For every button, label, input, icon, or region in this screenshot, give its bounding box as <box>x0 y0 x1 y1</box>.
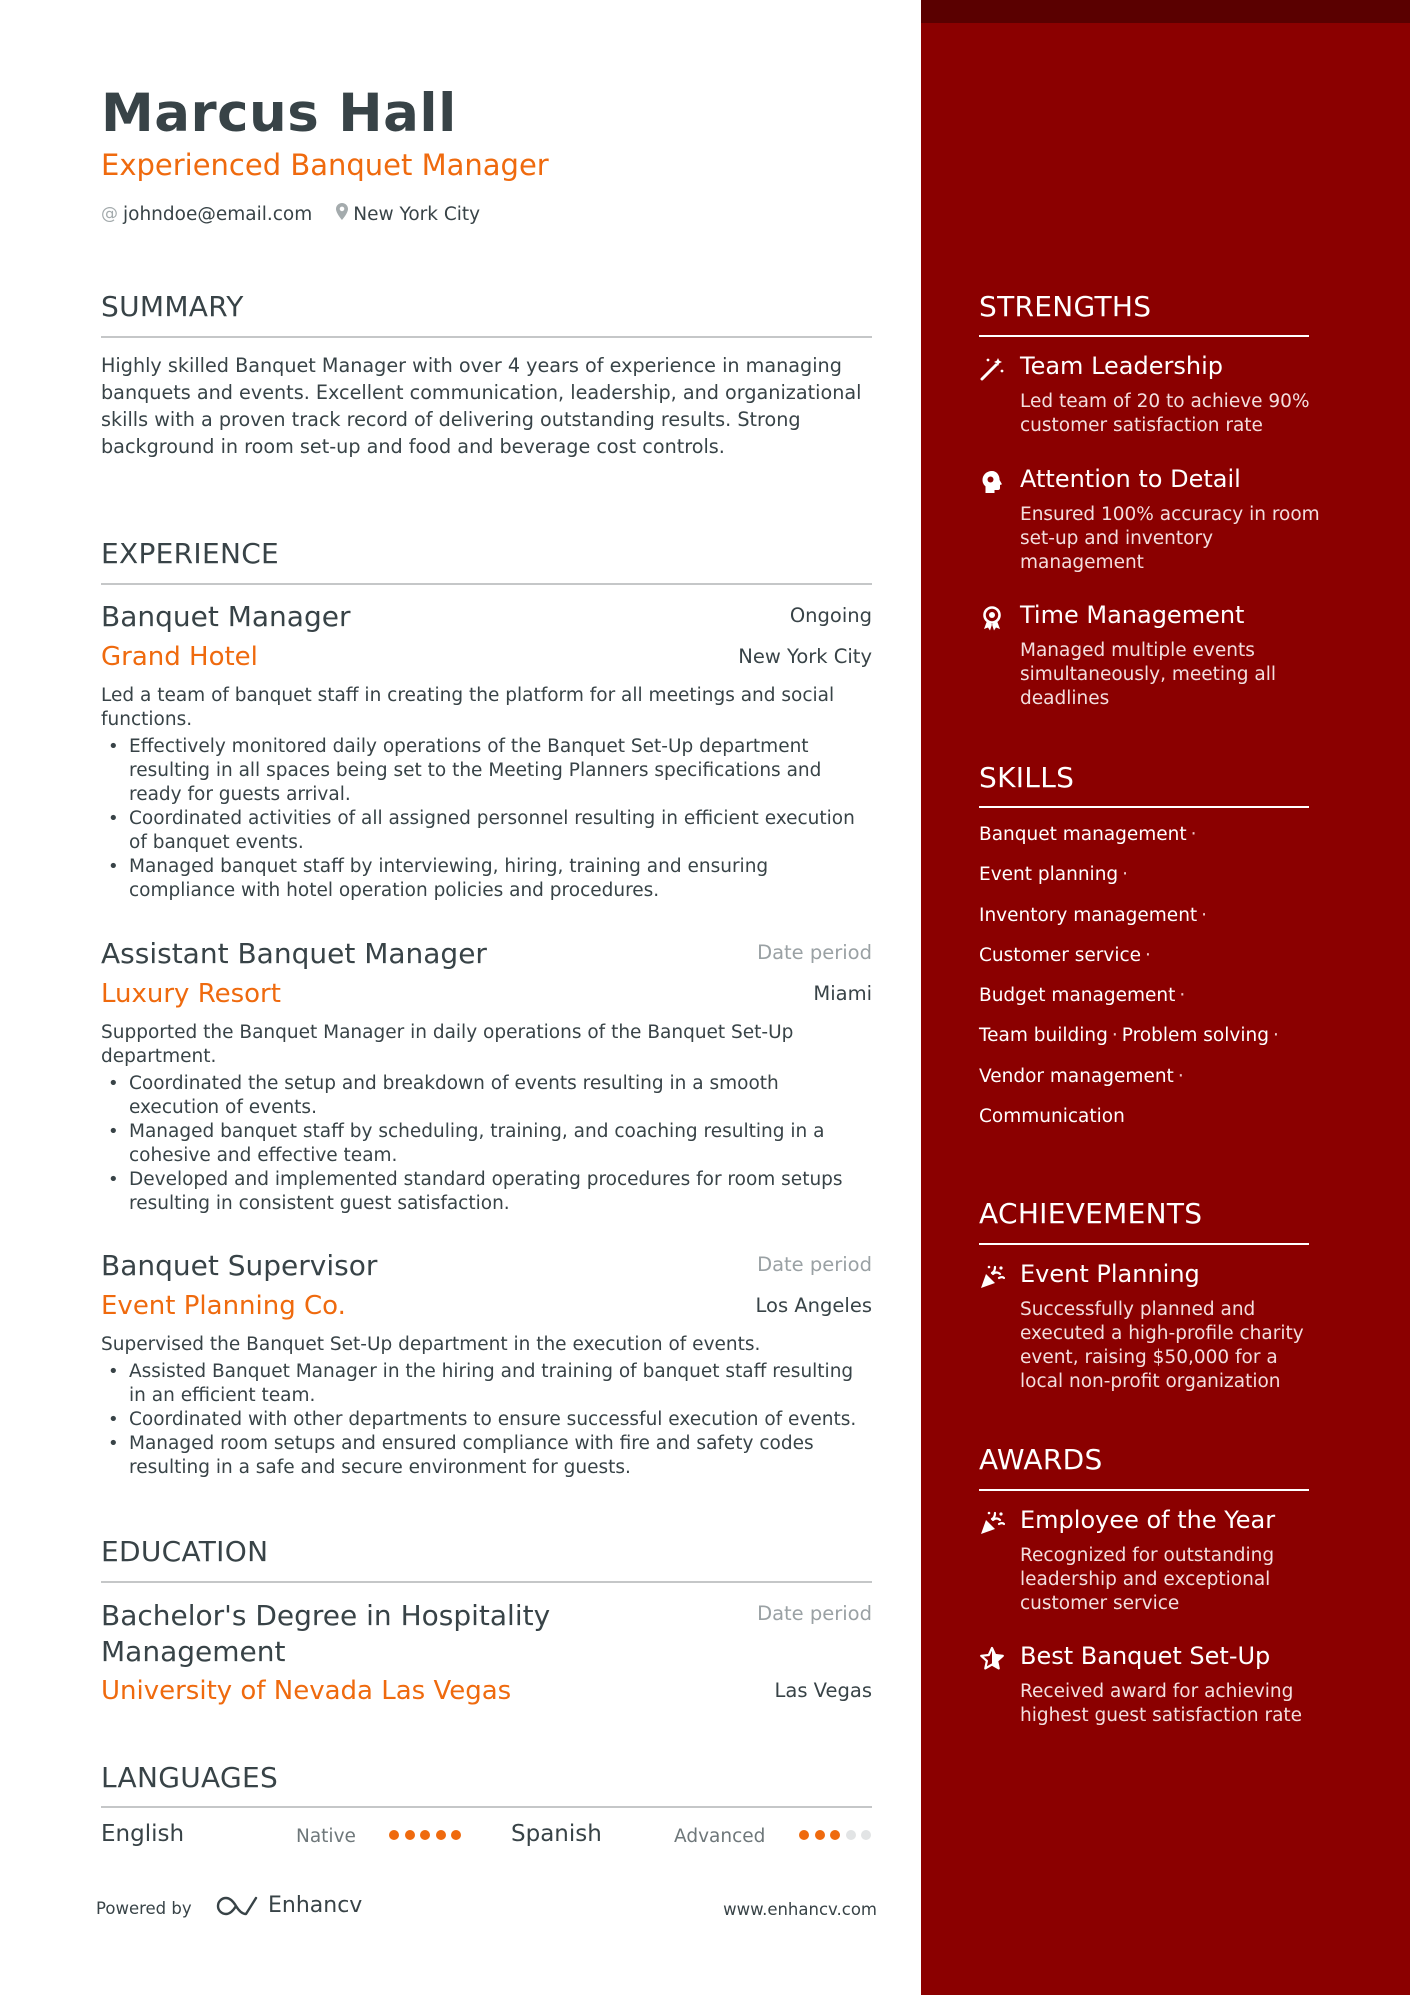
at-sign-icon: @ <box>101 204 118 224</box>
skill-separator: · <box>1177 1065 1184 1087</box>
strength-desc: Managed multiple events simultaneously, meeting all deadlines <box>1020 640 1277 709</box>
language-rating <box>799 1830 877 1840</box>
education-entry <box>101 1598 872 1716</box>
job-location: New York City <box>738 645 872 668</box>
skill-separator: · <box>1111 1025 1118 1047</box>
achievement-title: Event Planning <box>1020 1260 1200 1288</box>
rating-dot-filled <box>799 1830 809 1840</box>
language-name: English <box>101 1821 185 1847</box>
experience-entry <box>101 937 872 1216</box>
job-bullet: • Assisted Banquet Manager in the hiring and training of banquet staff resulting in an efficient team. <box>101 1360 872 1408</box>
skill-tag: Problem solving <box>1121 1025 1269 1047</box>
enhancv-logo-icon <box>214 1894 262 1918</box>
skill-tag: Banquet management <box>979 824 1187 845</box>
language-level: Native <box>296 1826 356 1847</box>
school-location: Las Vegas <box>774 1679 872 1702</box>
awards-divider <box>979 1489 1309 1491</box>
rating-dot-filled <box>830 1830 840 1840</box>
skill-line <box>979 1105 1319 1145</box>
education-divider <box>101 1581 872 1583</box>
job-bullet: • Coordinated activities of all assigned personnel resulting in efficient execution of banquet events. <box>101 807 872 855</box>
powered-by-text: Powered by <box>96 1899 192 1918</box>
achievement-desc: Successfully planned and executed a high-profile charity event, raising $50,000 for a local non-profit organization <box>1020 1299 1304 1392</box>
skills-divider <box>979 806 1309 808</box>
summary-divider <box>101 336 872 338</box>
enhancv-logo[interactable] <box>214 1893 362 1918</box>
contact-location <box>336 203 480 225</box>
location-text: New York City <box>353 203 481 225</box>
job-location: Miami <box>813 982 872 1005</box>
education-title: EDUCATION <box>101 1535 269 1568</box>
sidebar-top-strip <box>921 0 1410 23</box>
strength-title: Attention to Detail <box>1020 465 1241 493</box>
skill-line <box>979 944 1319 984</box>
skill-separator: · <box>1122 864 1129 886</box>
skill-separator: · <box>1190 824 1197 845</box>
school-name: University of Nevada Las Vegas <box>101 1676 512 1706</box>
strength-desc: Ensured 100% accuracy in room set-up and inventory management <box>1020 504 1320 573</box>
skill-tag: Customer service <box>979 944 1142 966</box>
language-rating <box>389 1830 467 1840</box>
skill-separator: · <box>1179 985 1186 1007</box>
job-bullet: • Managed banquet staff by scheduling, training, and coaching resulting in a cohesive and effective team. <box>101 1120 872 1168</box>
achievements-title: ACHIEVEMENTS <box>979 1197 1203 1230</box>
skill-line <box>979 1065 1319 1105</box>
job-company: Luxury Resort <box>101 979 281 1009</box>
rating-dot-filled <box>815 1830 825 1840</box>
job-description: Led a team of banquet staff in creating the platform for all meetings and social functions. <box>101 685 835 730</box>
location-pin-icon <box>336 203 348 225</box>
rating-dot-filled <box>436 1830 446 1840</box>
email-text: johndoe@email.com <box>123 203 313 225</box>
language-name: Spanish <box>511 1821 602 1847</box>
contact-info <box>101 203 504 225</box>
skills-list <box>979 823 1319 1145</box>
job-description: Supervised the Banquet Set-Up department in the execution of events. <box>101 1334 761 1355</box>
award-ribbon-icon <box>979 605 1005 631</box>
job-bullets <box>101 735 872 903</box>
achievements-divider <box>979 1243 1309 1245</box>
job-company: Event Planning Co. <box>101 1291 346 1321</box>
rating-dot-filled <box>420 1830 430 1840</box>
job-company: Grand Hotel <box>101 642 258 672</box>
awards-title: AWARDS <box>979 1443 1103 1476</box>
job-bullets <box>101 1360 872 1480</box>
celebration-icon <box>979 1264 1005 1290</box>
skill-line <box>979 984 1319 1024</box>
strength-desc: Led team of 20 to achieve 90% customer satisfaction rate <box>1020 391 1310 436</box>
skill-tag: Event planning <box>979 864 1119 886</box>
skill-tag: Team building <box>979 1025 1108 1047</box>
skill-separator: · <box>1272 1025 1279 1047</box>
skill-tag: Communication <box>979 1106 1125 1128</box>
celebration-icon <box>979 1510 1005 1536</box>
education-date: Date period <box>757 1602 872 1625</box>
award-desc: Recognized for outstanding leadership and exceptional customer service <box>1020 1545 1275 1614</box>
strength-title: Team Leadership <box>1020 352 1223 380</box>
job-bullet: • Developed and implemented standard operating procedures for room setups resulting in consistent guest satisfaction. <box>101 1168 872 1216</box>
head-brain-icon <box>979 469 1005 495</box>
rating-dot-filled <box>405 1830 415 1840</box>
strength-title: Time Management <box>1020 601 1245 629</box>
magic-wand-icon <box>979 356 1005 382</box>
star-icon <box>979 1646 1005 1672</box>
job-title: Banquet Manager <box>101 600 351 633</box>
job-description: Supported the Banquet Manager in daily operations of the Banquet Set-Up department. <box>101 1022 794 1067</box>
award-title: Best Banquet Set-Up <box>1020 1642 1271 1670</box>
experience-title: EXPERIENCE <box>101 537 280 570</box>
summary-title: SUMMARY <box>101 290 244 323</box>
skill-line <box>979 1024 1319 1064</box>
rating-dot-filled <box>389 1830 399 1840</box>
job-title: Banquet Supervisor <box>101 1249 378 1282</box>
skill-tag: Inventory management <box>979 904 1198 926</box>
footer-url[interactable]: www.enhancv.com <box>723 1900 877 1919</box>
candidate-name: Marcus Hall <box>101 83 457 144</box>
job-title: Assistant Banquet Manager <box>101 937 487 970</box>
strengths-title: STRENGTHS <box>979 290 1152 323</box>
experience-entry <box>101 600 872 903</box>
languages-divider <box>101 1806 872 1808</box>
skill-line <box>979 823 1319 863</box>
job-bullet: • Effectively monitored daily operations of the Banquet Set-Up department resulting in all spaces being set to the Meeting Planners specifications and ready for guests arrival. <box>101 735 872 807</box>
rating-dot-empty <box>846 1830 856 1840</box>
contact-email[interactable] <box>101 204 312 225</box>
job-bullet: • Managed room setups and ensured compliance with fire and safety codes resulting in a safe and secure environment for guests. <box>101 1432 872 1480</box>
award-title: Employee of the Year <box>1020 1506 1276 1534</box>
skills-title: SKILLS <box>979 761 1075 794</box>
enhancv-logo-text: Enhancv <box>268 1893 363 1918</box>
skill-separator: · <box>1201 904 1208 926</box>
job-date: Date period <box>757 941 872 964</box>
experience-entry <box>101 1249 872 1480</box>
job-date: Ongoing <box>789 604 872 627</box>
job-location: Los Angeles <box>755 1294 872 1317</box>
rating-dot-empty <box>861 1830 871 1840</box>
languages-title: LANGUAGES <box>101 1761 279 1794</box>
job-bullet: • Managed banquet staff by interviewing, hiring, training and ensuring compliance with hotel operation policies and procedures. <box>101 855 872 903</box>
skill-line <box>979 904 1319 944</box>
skill-tag: Budget management <box>979 985 1176 1007</box>
award-desc: Received award for achieving highest guest satisfaction rate <box>1020 1681 1303 1726</box>
summary-text: Highly skilled Banquet Manager with over 4 years of experience in managing banquets and events. Excellent communication, leadership, and organizational skills with a proven track record of delivering outstanding results. Strong background in room set-up and food and beverage cost controls. <box>101 354 862 458</box>
skill-line <box>979 863 1319 903</box>
degree-title: Bachelor's Degree in Hospitality Management <box>101 1599 551 1668</box>
skill-separator: · <box>1145 944 1151 966</box>
skill-tag: Vendor management <box>979 1065 1174 1087</box>
candidate-headline: Experienced Banquet Manager <box>101 148 549 182</box>
strengths-divider <box>979 335 1309 337</box>
job-bullets <box>101 1072 872 1216</box>
job-date: Date period <box>757 1253 872 1276</box>
rating-dot-filled <box>451 1830 461 1840</box>
language-level: Advanced <box>674 1826 766 1847</box>
job-bullet: • Coordinated the setup and breakdown of events resulting in a smooth execution of events. <box>101 1072 872 1120</box>
job-bullet: • Coordinated with other departments to ensure successful execution of events. <box>101 1408 872 1432</box>
experience-divider <box>101 583 872 585</box>
